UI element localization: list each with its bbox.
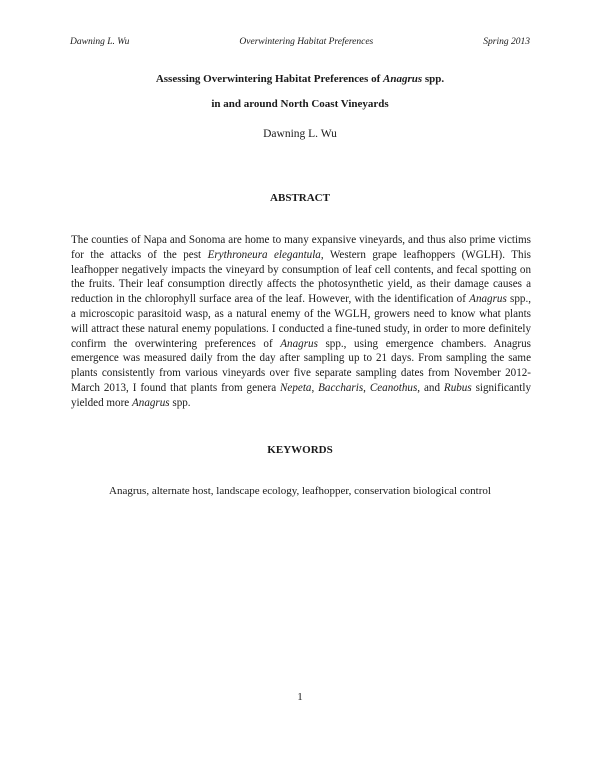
abstract-text-run: spp., using emergence chambers. Anagrus emergence was measured daily from the day after sampling up to 21 days. From sampling the same plants consistently from various vineyards over five separate sampling dates from November 2012-March 2013, I found that plants from genera — [71, 337, 531, 394]
abstract-text-run: spp., a microscopic parasitoid wasp, as a natural enemy of the WGLH, growers need to know what plants will attract these natural enemy populations. I conducted a fine-tuned study, in order to more definitely confirm the overwintering preferences of — [71, 293, 531, 350]
header-title: Overwintering Habitat Preferences — [239, 37, 374, 47]
abstract-italic-term: Baccharis — [318, 381, 364, 394]
abstract-body — [71, 233, 531, 411]
abstract-text-run: , and — [417, 381, 444, 394]
paper-title — [0, 67, 600, 117]
title-genus: Anagrus — [383, 73, 423, 85]
abstract-text-run: , — [363, 381, 370, 394]
abstract-italic-term: Anagrus — [469, 293, 507, 306]
keywords-list: Anagrus, alternate host, landscape ecology, leafhopper, conservation biological control — [109, 485, 491, 497]
abstract-heading: ABSTRACT — [270, 192, 330, 204]
title-suffix: spp. — [422, 73, 445, 85]
abstract-italic-term: Anagrus — [132, 396, 170, 409]
running-header — [70, 37, 530, 47]
abstract-italic-term: Rubus — [443, 381, 472, 394]
title-line-1 — [0, 67, 600, 92]
abstract-text-run: , — [311, 381, 319, 394]
page-number: 1 — [297, 691, 303, 703]
abstract-text-run: spp. — [169, 396, 191, 409]
header-author: Dawning L. Wu — [70, 37, 130, 47]
title-line-2: in and around North Coast Vineyards — [211, 98, 389, 110]
abstract-text-run: significantly yielded more — [71, 381, 532, 409]
abstract-text-run: The counties of Napa and Sonoma are home to many expansive vineyards, and thus also prime victims for the attacks of the pest — [71, 234, 531, 261]
abstract-italic-term: Ceanothus — [369, 381, 418, 394]
abstract-italic-term: Anagrus — [280, 337, 318, 350]
title-prefix: Assessing Overwintering Habitat Preferences of — [155, 73, 384, 85]
author-name: Dawning L. Wu — [263, 128, 337, 140]
abstract-italic-term: Erythroneura elegantula — [207, 248, 321, 261]
abstract-text-run: , Western grape leafhoppers (WGLH). This leafhopper negatively impacts the vineyard by consumption of leaf cell contents, and fecal spotting on the fruits. Their leaf consumption directly affects the photosynthetic yield, as their damage causes a reduction in the chlorophyll surface area of the leaf. However, with the identification of — [71, 248, 531, 306]
keywords-heading: KEYWORDS — [267, 444, 333, 456]
abstract-italic-term: Nepeta — [280, 381, 312, 394]
header-date: Spring 2013 — [483, 37, 530, 47]
